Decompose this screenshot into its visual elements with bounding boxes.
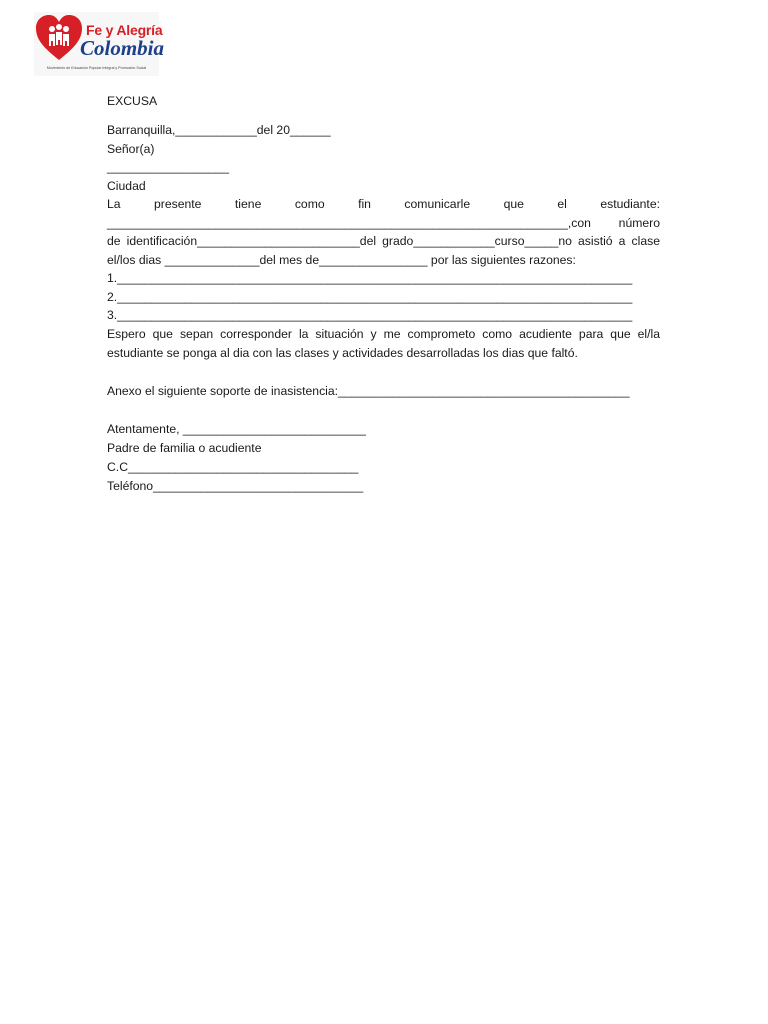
addressee-blank: __________________: [107, 160, 230, 174]
closing-signature: Atentamente, ___________________________: [107, 422, 366, 436]
annex-line: Anexo el siguiente soporte de inasistencia:___________________________________________: [107, 384, 630, 398]
days-line: el/los dias ______________del mes de________________ por las siguientes razones:: [107, 253, 576, 267]
student-name-line: ____________________________________________________________________,con número: [107, 216, 660, 230]
reason-line-3: 3.____________________________________________________________________________: [107, 308, 633, 322]
fe-y-alegria-logo: [34, 12, 165, 76]
city-label: Ciudad: [107, 179, 146, 193]
commitment-text-2: estudiante se ponga al dia con las clases y actividades desarrolladas los dias que faltó.: [107, 346, 578, 360]
commitment-text-1: Espero que sepan corresponder la situación y me comprometo como acudiente para que el/la: [107, 327, 660, 341]
phone-line: Teléfono_______________________________: [107, 479, 364, 493]
logo-tagline: Movimiento de Educación Popular Integral y Promoción Social: [46, 66, 147, 70]
date-line: Barranquilla,____________del 20______: [107, 123, 331, 137]
reason-line-1: 1.____________________________________________________________________________: [107, 271, 633, 285]
logo-country: Colombia: [80, 36, 165, 60]
logo-title: Fe y Alegría: [86, 22, 163, 38]
salutation: Señor(a): [107, 142, 155, 156]
signer-role: Padre de familia o acudiente: [107, 441, 262, 455]
id-grade-line: de identificación________________________del grado____________curso_____no asistió a clase: [107, 234, 660, 248]
reason-line-2: 2.____________________________________________________________________________: [107, 290, 633, 304]
heart-icon: [34, 12, 84, 64]
cc-line: C.C__________________________________: [107, 460, 359, 474]
intro-text: La presente tiene como fin comunicarle que el estudiante:: [107, 197, 660, 211]
document-title: EXCUSA: [107, 94, 158, 108]
